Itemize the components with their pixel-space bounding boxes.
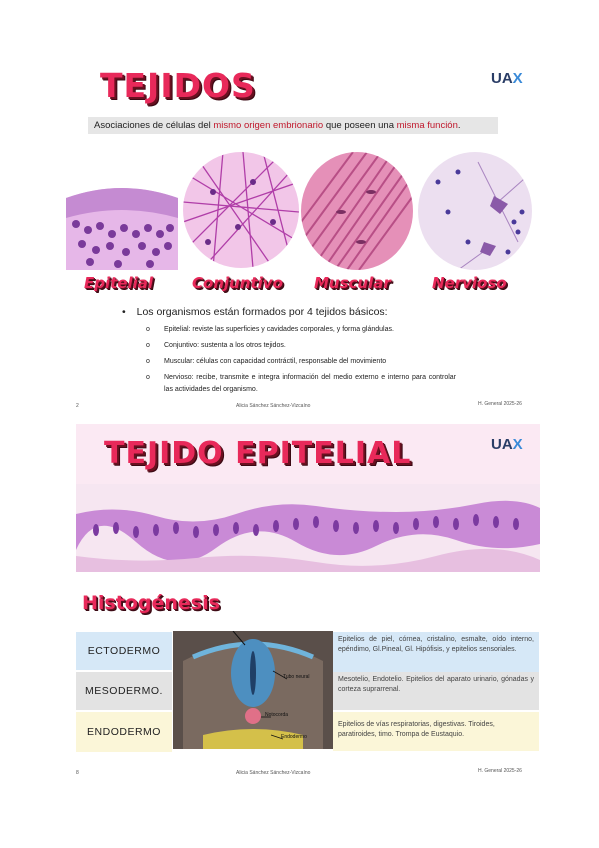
sub-bullet-marker: o [146, 374, 150, 381]
sub-bullet-marker: o [146, 342, 150, 349]
uax-logo-text-2: UA [491, 436, 513, 453]
footer-course: H. General 2025-26 [478, 401, 522, 407]
histogenesis-title: Histogénesis [82, 592, 220, 614]
uax-logo-2 [491, 436, 523, 453]
sub-bullet-text: Muscular: células con capacidad contráctil, responsable del movimiento [164, 358, 387, 365]
sub-bullet-item [146, 324, 456, 336]
germ-layer-ectoderm [76, 632, 172, 670]
sub-bullet-text: Conjuntivo: sustenta a los otros tejidos. [164, 342, 286, 349]
footer-author: Alicia Sánchez Sánchez-Vizcaíno [236, 403, 311, 409]
germ-label-ectoderm: ECTODERMO [87, 645, 161, 657]
tissue-label-connective: Conjuntivo [192, 274, 283, 292]
bullet-main-text: Los organismos están formados por 4 tejidos básicos: [136, 306, 388, 318]
nervous-image [418, 152, 532, 270]
tissue-label-muscle: Muscular [314, 274, 391, 292]
bullet-main [122, 306, 388, 318]
endoderm-description: Epitelios de vías respiratorias, digestivas. Tiroides, paratiroides, timo. Trompa de Eustaquio. [333, 712, 539, 751]
footer-page-number: 2 [76, 403, 79, 409]
slide1-title: TEJIDOS [100, 66, 256, 105]
embryo-label-endoderm: Endodermo [281, 734, 307, 740]
bullet-dot: • [122, 306, 126, 318]
banner-highlight-function: misma función [396, 120, 458, 131]
uax-logo [491, 70, 523, 87]
sub-bullet-text: Epitelial: reviste las superficies y cavidades corporales, y forma glándulas. [164, 326, 394, 333]
sub-bullet-item [146, 356, 456, 368]
sub-bullet-marker: o [146, 358, 150, 365]
uax-logo-x: X [512, 70, 523, 87]
banner-highlight-origin: mismo origen embrionario [213, 120, 324, 131]
sub-bullet-list [146, 324, 456, 396]
sub-bullet-text: Nervioso: recibe, transmite e integra información del medio externo e interno para controlar las actividades del organismo. [164, 374, 456, 393]
sub-bullet-marker: o [146, 326, 150, 333]
footer-page-number-2: 8 [76, 770, 79, 776]
banner-post: . [457, 120, 461, 131]
uax-logo-x-2: X [512, 436, 523, 453]
epithelial-image [66, 184, 178, 270]
muscle-image [301, 152, 413, 270]
ectoderm-description: Epitelios de piel, córnea, cristalino, esmalte, oído interno, epéndimo, Gl.Pineal, Gl. Hipófisis, y epitelios sensoriales. [333, 632, 539, 672]
definition-banner [88, 117, 498, 134]
tissue-label-nervous: Nervioso [432, 274, 507, 292]
epithelium-strip-image [76, 484, 540, 572]
embryo-label-notochord: Notocorda [265, 712, 289, 718]
germ-label-endoderm: ENDODERMO [87, 726, 161, 738]
embryo-cross-section-image [173, 631, 333, 749]
sub-bullet-item [146, 340, 456, 352]
slide2-title: TEJIDO EPITELIAL [104, 436, 412, 471]
sub-bullet-item [146, 372, 456, 396]
banner-mid: que poseen una [323, 120, 397, 131]
germ-label-mesoderm: MESODERMO. [85, 685, 163, 697]
footer-author-2: Alicia Sánchez Sánchez-Vizcaíno [236, 770, 311, 776]
germ-layer-endoderm [76, 712, 172, 752]
banner-pre: Asociaciones de células del [94, 120, 214, 131]
germ-layer-mesoderm [76, 672, 172, 710]
mesoderm-description: Mesotelio, Endotelio. Epitelios del aparato urinario, gónadas y corteza suprarrenal. [333, 672, 539, 710]
connective-image [183, 152, 299, 268]
footer-course-2: H. General 2025-26 [478, 768, 522, 774]
uax-logo-text: UA [491, 70, 513, 87]
tissue-label-epithelial: Epitelial [84, 274, 154, 292]
embryo-label-neural-tube: Tubo neural [283, 674, 310, 680]
